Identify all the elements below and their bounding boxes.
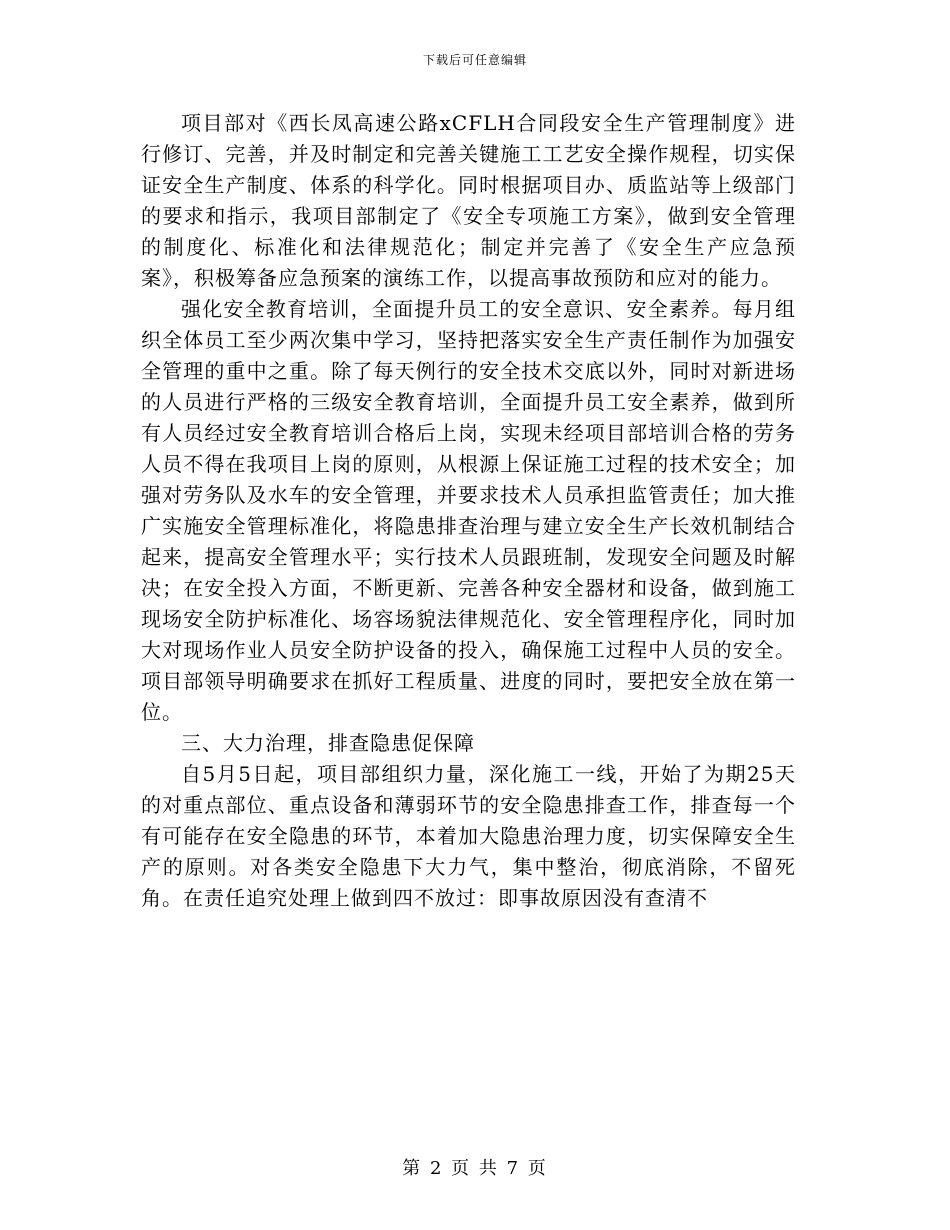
paragraph-hazard-inspection: 自5月5日起，项目部组织力量，深化施工一线，开始了为期25天的对重点部位、重点设备和薄弱环节的安全隐患排查工作，排查每一个有可能存在安全隐患的环节，本着加大隐患治理力度，切实保障安全生产的原则。对各类安全隐患下大力气，集中整治，彻底消除，不留死角。在责任追究处理上做到四不放过：即事故原因没有查清不 (141, 762, 796, 910)
page-header-note: 下载后可任意编辑 (422, 53, 527, 67)
paragraph-safety-training: 强化安全教育培训，全面提升员工的安全意识、安全素养。每月组织全体员工至少两次集中学习，坚持把落实安全生产责任制作为加强安全管理的重中之重。除了每天例行的安全技术交底以外，同时对新进场的人员进行严格的三级安全教育培训，全面提升员工安全素养，做到所有人员经过安全教育培训合格后上岗，实现未经项目部培训合格的劳务人员不得在我项目上岗的原则，从根源上保证施工过程的技术安全；加强对劳务队及水车的安全管理，并要求技术人员承担监管责任；加大推广实施安全管理标准化，将隐患排查治理与建立安全生产长效机制结合起来，提高安全管理水平；实行技术人员跟班制，发现安全问题及时解决；在安全投入方面，不断更新、完善各种安全器材和设备，做到施工现场安全防护标准化、场容场貌法律规范化、安全管理程序化，同时加大对现场作业人员安全防护设备的投入，确保施工过程中人员的安全。项目部领导明确要求在抓好工程质量、进度的同时，要把安全放在第一位。 (141, 297, 796, 724)
page-number: 第 2 页 共 7 页 (402, 1158, 548, 1179)
section-heading: 三、大力治理，排查隐患促保障 (181, 731, 475, 755)
document-body (141, 108, 796, 914)
paragraph-safety-system: 项目部对《西长凤高速公路xCFLH合同段安全生产管理制度》进行修订、完善，并及时制定和完善关键施工工艺安全操作规程，切实保证安全生产制度、体系的科学化。同时根据项目办、质监站等上级部门的要求和指示，我项目部制定了《安全专项施工方案》，做到安全管理的制度化、标准化和法律规范化；制定并完善了《安全生产应急预案》，积极筹备应急预案的演练工作，以提高事故预防和应对的能力。 (141, 111, 796, 290)
